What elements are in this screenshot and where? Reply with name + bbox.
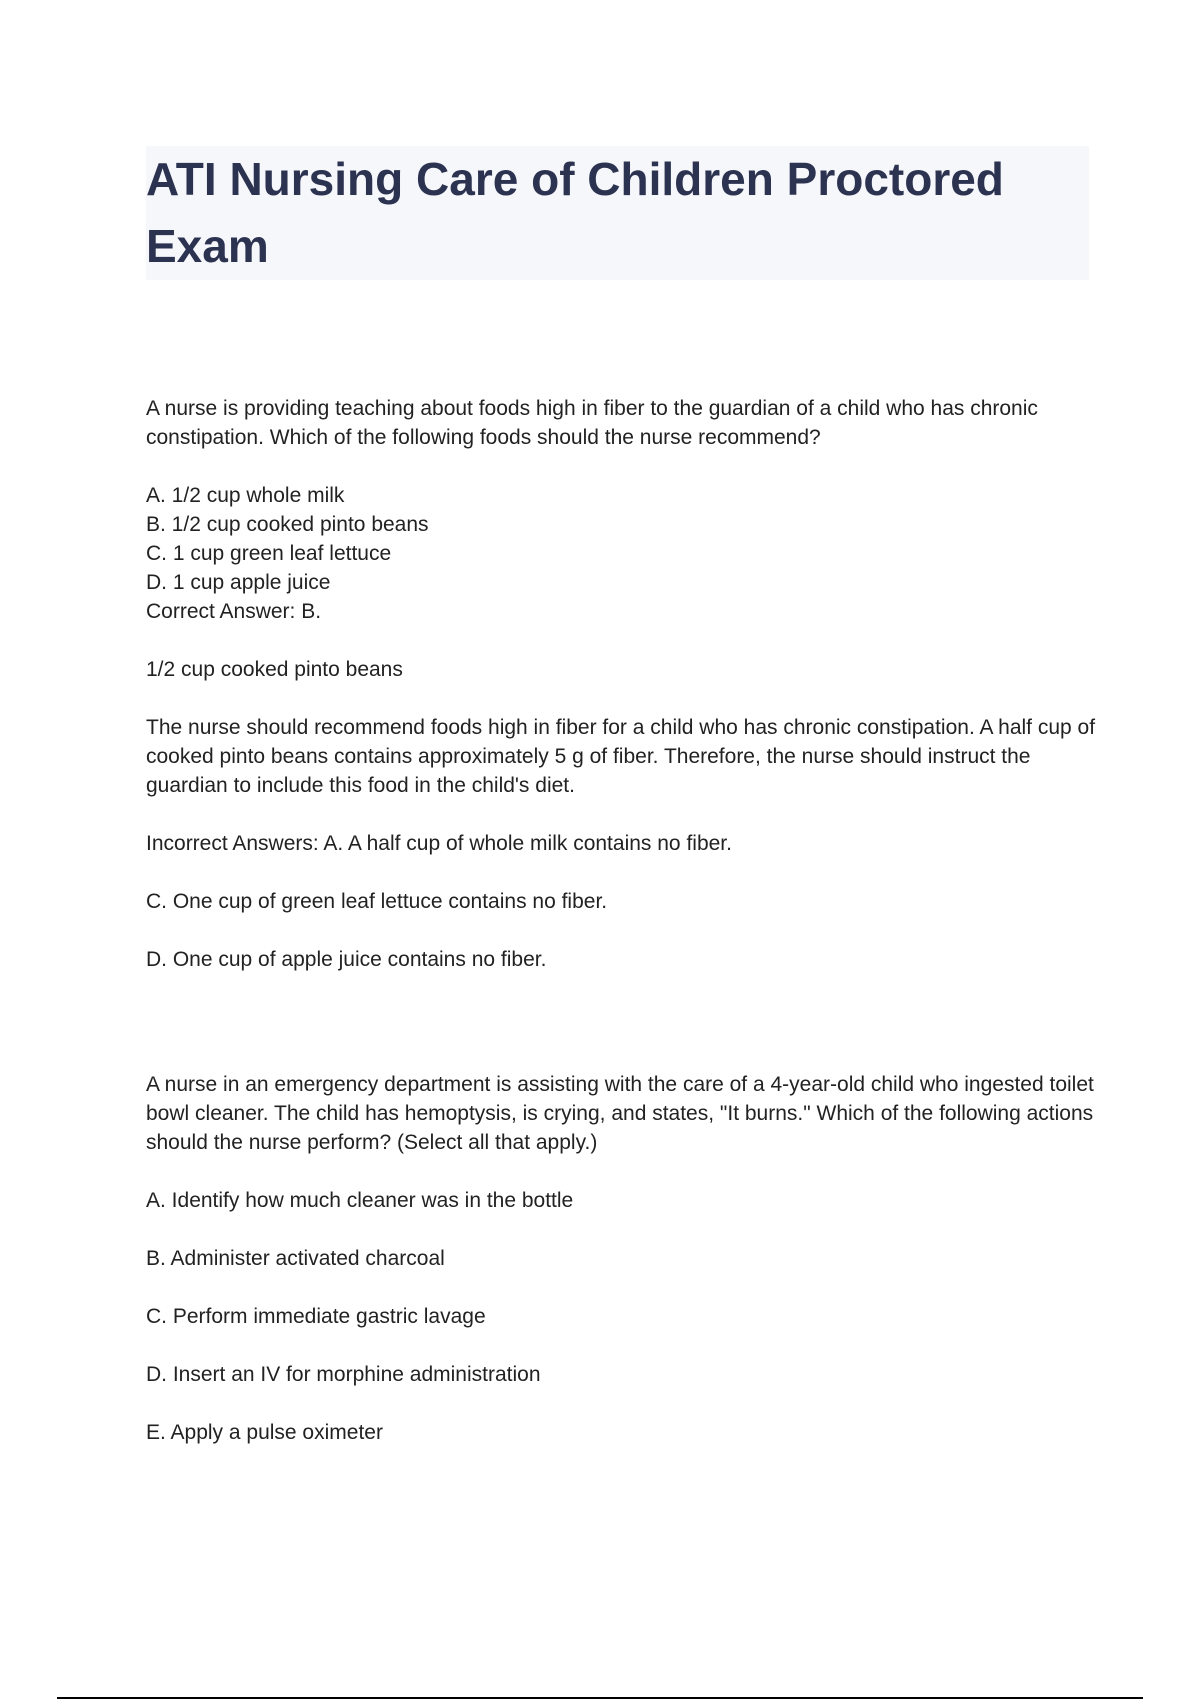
question-1-option-a: A. 1/2 cup whole milk [146, 484, 345, 507]
question-1-option-b: B. 1/2 cup cooked pinto beans [146, 513, 429, 536]
question-1-incorrect-d: D. One cup of apple juice contains no fiber. [146, 948, 547, 971]
question-1-stem: A nurse is providing teaching about foods high in fiber to the guardian of a child who has chronic constipation. Which of the following foods should the nurse recommend? [146, 397, 1038, 449]
question-2-option-d: D. Insert an IV for morphine administration [146, 1363, 541, 1386]
question-1-option-c: C. 1 cup green leaf lettuce [146, 542, 392, 565]
question-1 [146, 394, 1096, 974]
question-2-option-e: E. Apply a pulse oximeter [146, 1421, 383, 1444]
question-2-stem: A nurse in an emergency department is assisting with the care of a 4-year-old child who ingested toilet bowl cleaner. The child has hemoptysis, is crying, and states, "It burns." Which of the following actions should the nurse perform? (Select all that apply.) [146, 1073, 1094, 1154]
page-bottom-rule [57, 1697, 1143, 1699]
question-2-option-b: B. Administer activated charcoal [146, 1247, 445, 1270]
question-1-option-d: D. 1 cup apple juice [146, 571, 331, 594]
page-title: ATI Nursing Care of Children Proctored Exam [146, 153, 1004, 272]
question-2 [146, 1070, 1096, 1447]
title-block [146, 146, 1089, 280]
question-1-options [146, 481, 1096, 626]
question-1-incorrect-c: C. One cup of green leaf lettuce contains no fiber. [146, 890, 608, 913]
question-1-incorrect-a: Incorrect Answers: A. A half cup of whole milk contains no fiber. [146, 832, 732, 855]
question-1-correct-answer: Correct Answer: B. [146, 600, 322, 623]
question-1-rationale: The nurse should recommend foods high in fiber for a child who has chronic constipation. A half cup of cooked pinto beans contains approximately 5 g of fiber. Therefore, the nurse should instruct the guardian to include this food in the child's diet. [146, 716, 1096, 797]
question-2-option-a: A. Identify how much cleaner was in the bottle [146, 1189, 574, 1212]
question-2-option-c: C. Perform immediate gastric lavage [146, 1305, 486, 1328]
question-1-answer-text: 1/2 cup cooked pinto beans [146, 658, 403, 681]
